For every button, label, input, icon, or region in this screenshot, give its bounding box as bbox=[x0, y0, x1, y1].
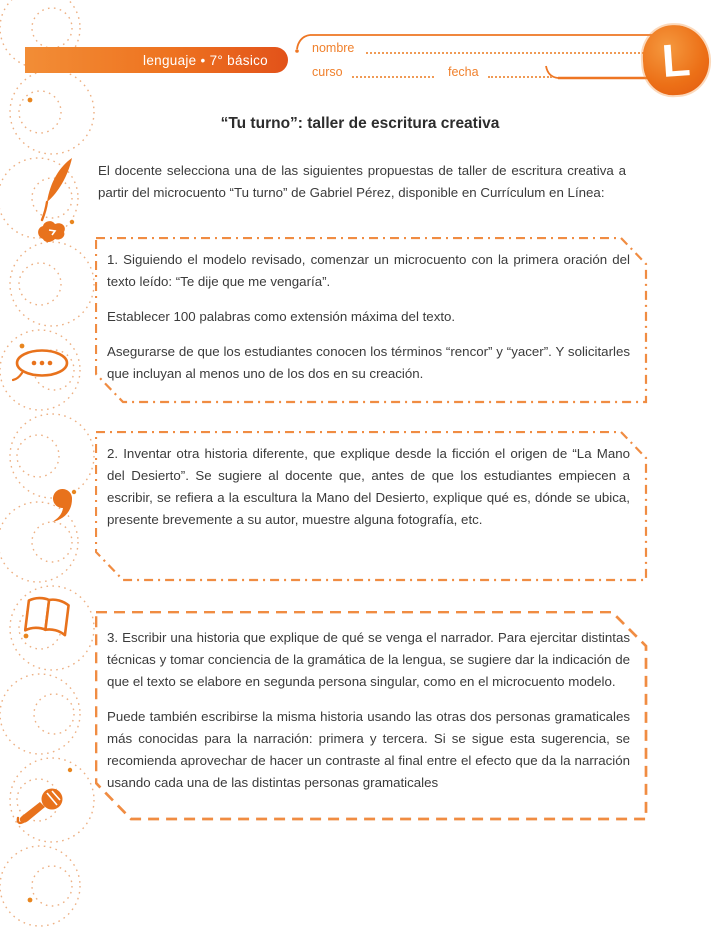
activity-1-text bbox=[107, 249, 630, 398]
curriculum-logo bbox=[641, 23, 712, 97]
microphone-icon bbox=[16, 786, 66, 832]
name-label: nombre bbox=[312, 41, 355, 55]
comma-icon bbox=[48, 488, 74, 524]
activity-2-text bbox=[107, 443, 630, 544]
name-fill-line bbox=[366, 52, 656, 54]
decorative-left-border bbox=[0, 0, 95, 932]
course-fill-line bbox=[352, 76, 434, 78]
paragraph: Asegurarse de que los estudiantes conocen los términos “rencor” y “yacer”. Y solicitarles que incluyan al menos uno de los dos en su creación. bbox=[107, 344, 630, 382]
page-title: “Tu turno”: taller de escritura creativa bbox=[220, 115, 500, 132]
date-fill-line bbox=[488, 76, 552, 78]
logo-letter: L bbox=[660, 33, 692, 87]
paragraph: 2. Inventar otra historia diferente, que explique desde la ficción el origen de “La Mano del Desierto”. Se sugiere al docente que, antes de que los estudiantes empiecen a escribir, se refiera a la escultura la Mano del Desierto, explique qué es, dónde se ubica, presente brevemente a su autor, muestre alguna fotografía, etc. bbox=[107, 446, 630, 528]
activity-box-2 bbox=[95, 431, 648, 582]
activity-box-3 bbox=[95, 611, 648, 821]
paragraph: Puede también escribirse la misma historia usando las otras dos personas gramaticales más conocidas para la narración: primera y tercera. Si se sigue esta sugerencia, se recomienda aprovechar de hacer un contraste al final entre el efecto que da la narración usando cada una de las distintas personas gramaticales bbox=[107, 709, 630, 791]
form-outline bbox=[288, 28, 698, 92]
quill-icon bbox=[40, 156, 78, 222]
date-label: fecha bbox=[448, 65, 479, 79]
activity-box-1 bbox=[95, 237, 648, 404]
intro-paragraph: El docente selecciona una de las siguientes propuestas de taller de escritura creativa a partir del microcuento “Tu turno” de Gabriel Pérez, disponible en Currículum en Línea: bbox=[98, 163, 626, 201]
paragraph: Establecer 100 palabras como extensión máxima del texto. bbox=[107, 309, 456, 325]
subject-grade-band bbox=[25, 47, 288, 73]
activity-3-text bbox=[107, 627, 630, 807]
paragraph: 3. Escribir una historia que explique de qué se venga el narrador. Para ejercitar distintas técnicas y tomar conciencia de la gramática de la lengua, se sugiere dar la indicación de que el texto se elabore en segunda persona singular, como en el microcuento modelo. bbox=[107, 630, 630, 690]
open-book-icon bbox=[24, 594, 72, 640]
subject-grade-label: lenguaje • 7° básico bbox=[143, 52, 268, 68]
course-label: curso bbox=[312, 65, 343, 79]
ink-blob-icon bbox=[36, 219, 68, 245]
speech-bubble-icon bbox=[12, 348, 70, 384]
paragraph: 1. Siguiendo el modelo revisado, comenzar un microcuento con la primera oración del texto leído: “Te dije que me vengaría”. bbox=[107, 252, 630, 290]
